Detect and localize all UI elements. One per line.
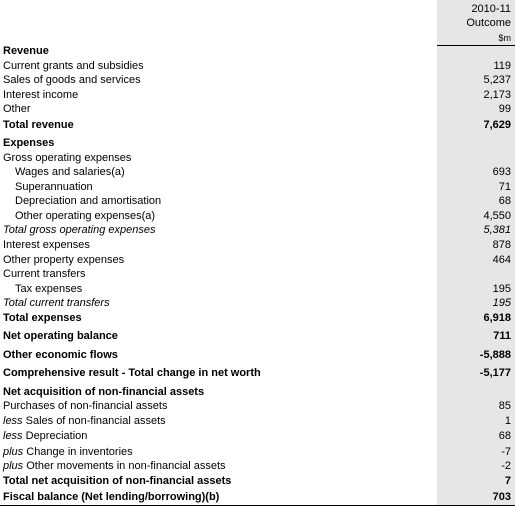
row-value: 693 [492, 166, 511, 178]
table-row [0, 399, 515, 413]
row-value: 464 [492, 254, 511, 266]
row-value: 195 [492, 283, 511, 295]
row-value: 6,918 [483, 312, 511, 324]
row-prefix: less [3, 430, 23, 442]
row-label-text: Depreciation [22, 430, 88, 442]
row-label: Net operating balance [3, 330, 118, 342]
row-label: Other economic flows [3, 349, 118, 361]
fiscal-balance-row [0, 490, 515, 504]
table-row [0, 414, 515, 428]
subsection-heading [0, 151, 515, 165]
row-value: 878 [492, 239, 511, 251]
table-row [0, 282, 515, 296]
row-value: 68 [498, 430, 511, 442]
row-label: Other operating expenses(a) [15, 210, 156, 222]
column-header-year: 2010-11 [471, 3, 511, 15]
row-value: 2,173 [483, 89, 511, 101]
row-label-text: Sales of non-financial assets [22, 415, 166, 427]
row-label [3, 429, 87, 443]
row-value: 195 [492, 297, 511, 309]
row-value: 703 [492, 491, 511, 503]
row-label: Net acquisition of non-financial assets [3, 386, 205, 398]
column-header-unit: $m [498, 33, 511, 43]
table-row [0, 59, 515, 73]
row-value: 711 [493, 330, 511, 342]
other-economic-flows-row [0, 348, 515, 362]
subsection-heading [0, 267, 515, 281]
row-value: 7 [504, 475, 511, 487]
row-label: Purchases of non-financial assets [3, 400, 168, 412]
subtotal-row [0, 223, 515, 237]
row-value: -2 [501, 460, 511, 472]
row-prefix: plus [3, 460, 24, 472]
table-row [0, 194, 515, 208]
table-row [0, 429, 515, 443]
total-row-expenses [0, 311, 515, 325]
table-row [0, 445, 515, 459]
row-label [3, 459, 226, 473]
row-label: Other [3, 103, 31, 115]
total-row-revenue [0, 118, 515, 132]
row-label: Total expenses [3, 312, 82, 324]
row-value: 5,381 [483, 224, 511, 236]
total-row-net-acquisition [0, 474, 515, 488]
row-label: Expenses [3, 137, 55, 149]
row-label-text: Other movements in non-financial assets [23, 460, 226, 472]
table-row [0, 102, 515, 116]
column-header-outcome: Outcome [466, 17, 511, 29]
row-label: Tax expenses [15, 283, 83, 295]
row-label: Total revenue [3, 119, 74, 131]
section-heading-revenue [0, 44, 515, 58]
row-value: -5,177 [479, 367, 511, 379]
row-label [3, 445, 133, 459]
row-value: 99 [498, 103, 511, 115]
row-value: 7,629 [483, 119, 511, 131]
row-label: Depreciation and amortisation [15, 195, 162, 207]
row-label: Gross operating expenses [3, 152, 132, 164]
row-value: 71 [498, 181, 511, 193]
table-row [0, 238, 515, 252]
row-label: Other property expenses [3, 254, 125, 266]
row-value: -5,888 [479, 349, 511, 361]
row-value: 1 [504, 415, 511, 427]
row-label: Total gross operating expenses [3, 224, 156, 236]
section-heading-net-acquisition [0, 385, 515, 399]
subtotal-row [0, 296, 515, 310]
table-row [0, 180, 515, 194]
table-row [0, 88, 515, 102]
row-label: Comprehensive result - Total change in net worth [3, 367, 261, 379]
row-value: 119 [493, 60, 511, 72]
table-row [0, 209, 515, 223]
row-label [3, 414, 166, 428]
row-label-text: Change in inventories [23, 446, 133, 458]
row-label: Total net acquisition of non-financial assets [3, 475, 232, 487]
row-label: Interest expenses [3, 239, 90, 251]
row-prefix: less [3, 415, 23, 427]
table-row [0, 459, 515, 473]
row-label: Current grants and subsidies [3, 60, 144, 72]
row-prefix: plus [3, 446, 24, 458]
net-operating-balance-row [0, 329, 515, 343]
section-heading-expenses [0, 136, 515, 150]
row-label: Fiscal balance (Net lending/borrowing)(b) [3, 491, 220, 503]
row-label: Superannuation [15, 181, 93, 193]
row-value: 4,550 [483, 210, 511, 222]
table-row [0, 73, 515, 87]
row-value: 68 [498, 195, 511, 207]
row-label: Interest income [3, 89, 79, 101]
row-value: 5,237 [483, 74, 511, 86]
row-label: Sales of goods and services [3, 74, 141, 86]
comprehensive-result-row [0, 366, 515, 380]
row-value: 85 [498, 400, 511, 412]
row-label: Wages and salaries(a) [15, 166, 125, 178]
table-row [0, 165, 515, 179]
row-value: -7 [501, 446, 511, 458]
row-label: Total current transfers [3, 297, 110, 309]
table-row [0, 253, 515, 267]
row-label: Current transfers [3, 268, 86, 280]
row-label: Revenue [3, 45, 49, 57]
